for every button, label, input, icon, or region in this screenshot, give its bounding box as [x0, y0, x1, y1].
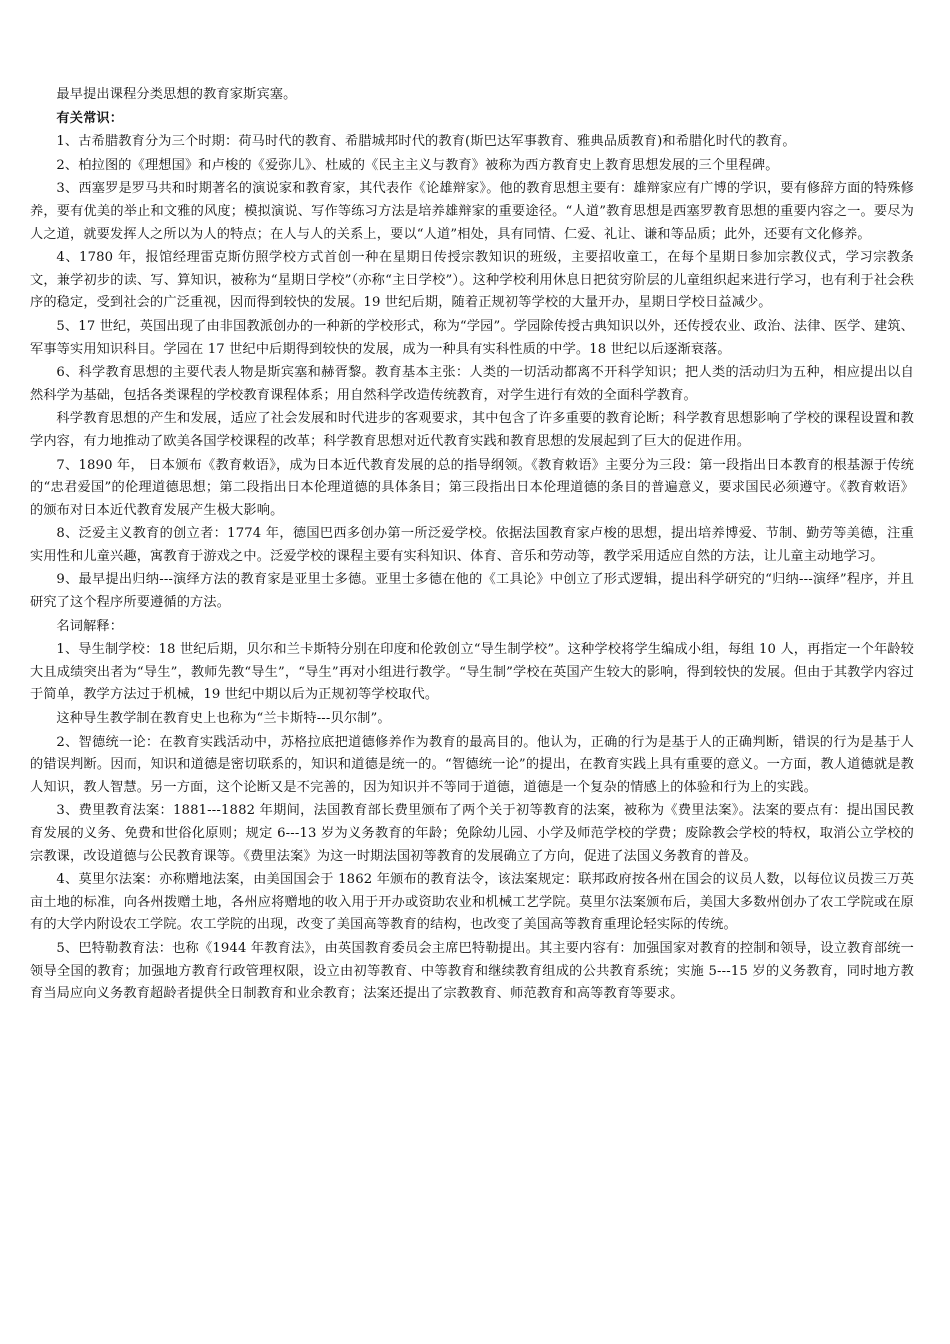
body-paragraph: 7、1890 年， 日本颁布《教育敕语》，成为日本近代教育发展的总的指导纲领。《教育敕语》主要分为三段：第一段指出日本教育的根基源于传统的“忠君爱国”的伦理道德思想；第二段指出日本伦理道德的具体条目；第三段指出日本伦理道德的条目的普遍意义，要求国民必须遵守。《教育敕语》的颁布对日本近代教育发展产生极大影响。 — [30, 457, 914, 518]
body-paragraph: 4、1780 年，报馆经理雷克斯仿照学校方式首创一种在星期日传授宗教知识的班级，主要招收童工，在每个星期日参加宗教仪式，学习宗教条文，兼学初步的读、写、算知识，被称为“星期日学校”（亦称“主日学校”）。这种学校利用休息日把贫穷阶层的儿童组织起来进行学习，也有利于社会秩序的稳定，受到社会的广泛重视，因而得到较快的发展。19 世纪后期，随着正规初等学校的大量开办，星期日学校日益减少。 — [30, 250, 914, 311]
body-paragraph: 3、费里教育法案：1881---1882 年期间，法国教育部长费里颁布了两个关于初等教育的法案，被称为《费里法案》。法案的要点有：提出国民教育发展的义务、免费和世俗化原则；规定 6---13 岁为义务教育的年龄；免除幼儿园、小学及师范学校的学费；废除教会学校的特权，取消公立学校的宗教课，改设道德与公民教育课等。《费里法案》为这一时期法国初等教育的发展确立了方向，促进了法国义务教育的普及。 — [30, 803, 914, 864]
body-paragraph: 科学教育思想的产生和发展，适应了社会发展和时代进步的客观要求，其中包含了许多重要的教育论断；科学教育思想影响了学校的课程设置和教学内容，有力地推动了欧美各国学校课程的改革；科学教育思想对近代教育实践和教育思想的发展起到了巨大的促进作用。 — [30, 411, 914, 449]
body-paragraph: 最早提出课程分类思想的教育家斯宾塞。 — [56, 87, 297, 102]
body-paragraph: 1、古希腊教育分为三个时期：荷马时代的教育、希腊城邦时代的教育(斯巴达军事教育、雅典品质教育)和希腊化时代的教育。 — [56, 134, 796, 150]
body-paragraph: 4、莫里尔法案：亦称赠地法案，由美国国会于 1862 年颁布的教育法令，该法案规定：联邦政府按各州在国会的议员人数，以每位议员拨三万英亩土地的标准，向各州拨赠土地，各州应将赠地的收入用于开办或资助农业和机械工艺学院。莫里尔法案颁布后，美国大多数州创办了农工学院或在原有的大学内附设农工学院。农工学院的出现，改变了美国高等教育的结构，也改变了美国高等教育重理论轻实际的传统。 — [30, 872, 914, 933]
body-paragraph: 8、泛爱主义教育的创立者：1774 年，德国巴西多创办第一所泛爱学校。依据法国教育家卢梭的思想，提出培养博爱、节制、勤劳等美德，注重实用性和儿童兴趣，寓教育于游戏之中。泛爱学校的课程主要有实科知识、体育、音乐和劳动等，教学采用适应自然的方法，让儿童主动地学习。 — [30, 526, 914, 564]
body-paragraph: 名词解释： — [56, 618, 124, 634]
body-paragraph: 1、导生制学校：18 世纪后期，贝尔和兰卡斯特分别在印度和伦敦创立“导生制学校”。这种学校将学生编成小组，每组 10 人，再指定一个年龄较大且成绩突出者为“导生”，教师先教“导生”，“导生”再对小组进行教学。“导生制”学校在英国产生较大的影响，得到较快的发展。但由于其教学内容过于简单，教学方法过于机械，19 世纪中期以后为正规初等学校取代。 — [30, 642, 914, 703]
body-paragraph: 2、智德统一论：在教育实践活动中，苏格拉底把道德修养作为教育的最高目的。他认为，正确的行为是基于人的正确判断，错误的行为是基于人的错误判断。因而，知识和道德是密切联系的，知识和道德是统一的。“智德统一论”的提出，在教育实践上具有重要的意义。一方面，教人道德就是教人知识，教人智慧。另一方面，这个论断又是不完善的，因为知识并不等同于道德，道德是一个复杂的情感上的体验和行为上的实践。 — [30, 734, 914, 795]
body-paragraph: 9、最早提出归纳---演绎方法的教育家是亚里士多德。亚里士多德在他的《工具论》中创立了形式逻辑，提出科学研究的“归纳---演绎”程序，并且研究了这个程序所要遵循的方法。 — [30, 572, 914, 611]
body-paragraph: 这种导生教学制在教育史上也称为“兰卡斯特---贝尔制”。 — [56, 711, 391, 727]
body-paragraph: 3、西塞罗是罗马共和时期著名的演说家和教育家，其代表作《论雄辩家》。他的教育思想主要有：雄辩家应有广博的学识，要有修辞方面的特殊修养，要有优美的举止和文雅的风度；模拟演说、写作等练习方法是培养雄辩家的重要途径。“人道”教育思想是西塞罗教育思想的重要内容之一。要尽为人之道，就要发挥人之所以为人的特点；在人与人的关系上，要以“人道”相处，具有同情、仁爱、礼让、谦和等品质；此外，还要有文化修养。 — [30, 181, 914, 242]
section-heading: 有关常识： — [56, 110, 124, 126]
body-paragraph: 6、科学教育思想的主要代表人物是斯宾塞和赫胥黎。教育基本主张：人类的一切活动都离不开科学知识；把人类的活动归为五种，相应提出以自然科学为基础，包括各类课程的学校教育课程体系；用自然科学改造传统教育，对学生进行有效的全面科学教育。 — [30, 365, 914, 403]
body-paragraph: 5、17 世纪，英国出现了由非国教派创办的一种新的学校形式，称为“学园”。学园除传授古典知识以外，还传授农业、政治、法律、医学、建筑、军事等实用知识科目。学园在 17 世纪中后期得到较快的发展，成为一种具有实科性质的中学。18 世纪以后逐渐衰落。 — [30, 318, 914, 357]
body-paragraph: 2、柏拉图的《理想国》和卢梭的《爱弥儿》、杜威的《民主主义与教育》被称为西方教育史上教育思想发展的三个里程碑。 — [56, 157, 779, 173]
body-paragraph: 5、巴特勒教育法：也称《1944 年教育法》，由英国教育委员会主席巴特勒提出。其主要内容有：加强国家对教育的控制和领导，设立教育部统一领导全国的教育；加强地方教育行政管理权限，设立由初等教育、中等教育和继续教育组成的公共教育系统；实施 5---15 岁的义务教育，同时地方教育当局应向义务教育超龄者提供全日制教育和业余教育；法案还提出了宗教教育、师范教育和高等教育等要求。 — [30, 940, 914, 1002]
